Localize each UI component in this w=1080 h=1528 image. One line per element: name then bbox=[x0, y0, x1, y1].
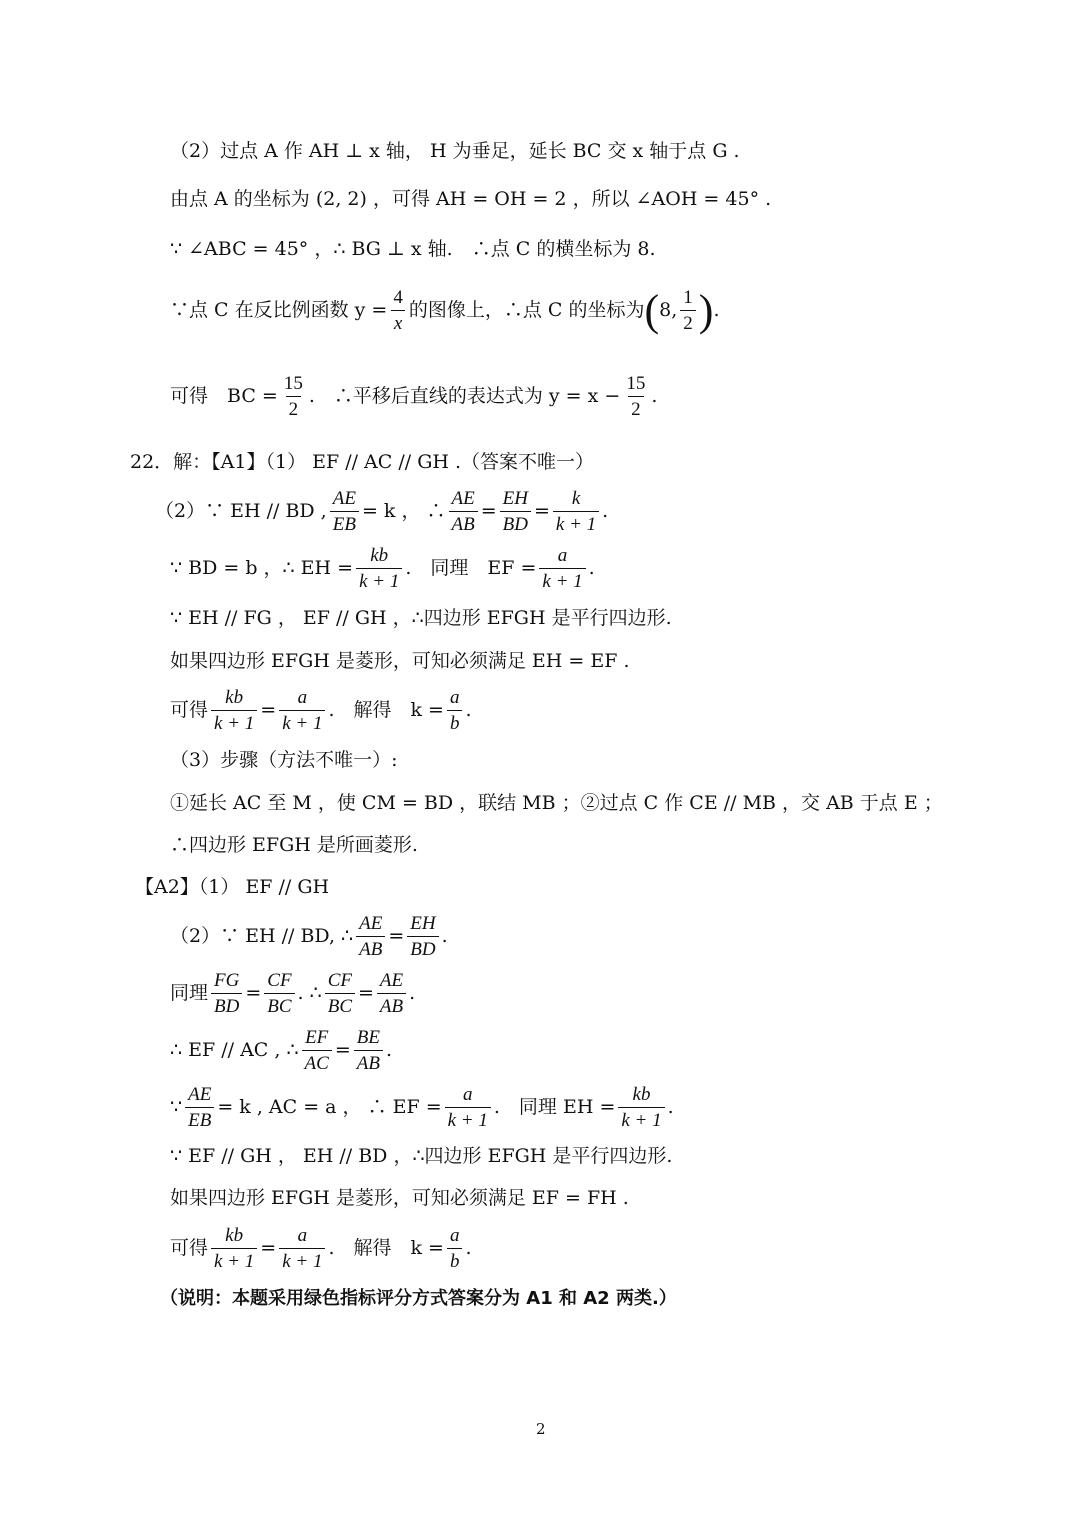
a2-part2-line7 bbox=[170, 1226, 472, 1271]
numerator: FG bbox=[214, 970, 240, 991]
text: . ∴平移后直线的表达式为 y = x − bbox=[308, 385, 621, 407]
numerator: a bbox=[449, 687, 460, 708]
denominator: k + 1 bbox=[211, 710, 257, 733]
period: . bbox=[465, 699, 472, 721]
fraction-15-over-2 bbox=[623, 374, 648, 419]
text: （3）步骤（方法不唯一）: bbox=[170, 749, 398, 771]
text: （2）∵ EH // BD, ∴ bbox=[170, 925, 354, 947]
numerator: a bbox=[449, 1225, 460, 1246]
denominator: BC bbox=[325, 993, 355, 1016]
numerator: AE bbox=[188, 1084, 212, 1105]
a1-part2-line1 bbox=[155, 489, 608, 534]
text: 22．解：【A1】（1） EF // AC // GH .（答案不唯一） bbox=[130, 451, 595, 473]
numerator: kb bbox=[225, 1225, 244, 1246]
p21-line-2 bbox=[170, 190, 771, 209]
fraction-be-ab bbox=[354, 1028, 383, 1073]
p21-line-5 bbox=[170, 374, 657, 419]
numerator: AE bbox=[379, 970, 404, 991]
a1-part2-line2 bbox=[170, 546, 595, 591]
denominator: 2 bbox=[628, 396, 644, 419]
text: 2 bbox=[536, 1420, 546, 1438]
numerator: kb bbox=[370, 545, 389, 566]
text: 【A2】（1） EF // GH bbox=[135, 876, 330, 898]
numerator: kb bbox=[632, 1084, 651, 1105]
equals: = bbox=[245, 982, 262, 1004]
a2-part2-line5 bbox=[170, 1147, 672, 1166]
numerator: AE bbox=[359, 913, 383, 934]
a1-part3-conclusion bbox=[170, 836, 418, 855]
left-paren: ( bbox=[644, 285, 660, 335]
text: . ∴ bbox=[297, 982, 322, 1004]
text: 可得 bbox=[170, 1237, 209, 1259]
fraction-ae-ab bbox=[377, 971, 406, 1016]
denominator: k + 1 bbox=[211, 1248, 257, 1271]
text: 可得 bbox=[170, 699, 209, 721]
text: ∴ EF // AC , ∴ bbox=[170, 1039, 299, 1061]
a1-part2-line5 bbox=[170, 688, 472, 733]
numerator: 15 bbox=[626, 373, 646, 394]
fraction-fg-bd bbox=[211, 971, 242, 1016]
denominator: k + 1 bbox=[618, 1107, 664, 1130]
text: （说明：本题采用绿色指标评分方式答案分为 A1 和 A2 两类.） bbox=[160, 1288, 677, 1309]
numerator: a bbox=[297, 1225, 308, 1246]
fraction-kb-k1 bbox=[211, 1226, 257, 1271]
fraction-a-b bbox=[447, 688, 463, 733]
equals: = bbox=[480, 500, 497, 522]
equals: = bbox=[533, 500, 550, 522]
denominator: k + 1 bbox=[279, 1248, 325, 1271]
fraction-a-k1 bbox=[279, 1226, 325, 1271]
numerator: a bbox=[557, 545, 568, 566]
numerator: a bbox=[297, 687, 308, 708]
fraction-ae-ab bbox=[356, 914, 385, 959]
p21-line-4 bbox=[170, 285, 720, 335]
denominator: AB bbox=[354, 1050, 383, 1073]
numerator: AE bbox=[451, 488, 475, 509]
text: ∵ EF // GH ， EH // BD ，∴四边形 EFGH 是平行四边形. bbox=[170, 1145, 673, 1167]
right-paren: ) bbox=[698, 285, 714, 335]
numerator: 15 bbox=[283, 373, 303, 394]
denominator: BD bbox=[211, 993, 242, 1016]
fraction-kb-k1 bbox=[211, 688, 257, 733]
denominator: 2 bbox=[286, 396, 302, 419]
fraction-kb-k1 bbox=[618, 1085, 664, 1130]
numerator: EH bbox=[410, 913, 436, 934]
text: . 同理 EH = bbox=[493, 1096, 616, 1118]
denominator: EB bbox=[330, 511, 359, 534]
period: . bbox=[602, 500, 609, 522]
numerator: 4 bbox=[393, 287, 403, 308]
fraction-ef-ac bbox=[302, 1028, 332, 1073]
fraction-ae-eb bbox=[330, 489, 359, 534]
denominator: k + 1 bbox=[553, 511, 599, 534]
denominator: k + 1 bbox=[539, 568, 585, 591]
text: . 同理 EF = bbox=[405, 557, 537, 579]
denominator: 2 bbox=[680, 310, 696, 333]
text: . bbox=[651, 385, 658, 407]
text: ①延长 AC 至 M ，使 CM = BD ，联结 MB ；②过点 C 作 CE // MB ，交 AB 于点 E ； bbox=[170, 792, 943, 814]
period: . bbox=[409, 982, 416, 1004]
denominator: BD bbox=[500, 511, 531, 534]
denominator: EB bbox=[185, 1107, 214, 1130]
a1-part3-step bbox=[170, 794, 943, 813]
a1-part3-title bbox=[170, 751, 398, 770]
denominator: BD bbox=[407, 936, 438, 959]
equals: = bbox=[260, 1237, 277, 1259]
a2-title bbox=[135, 878, 329, 897]
text: ∵ ∠ABC = 45° ，∴ BG ⊥ x 轴. ∴点 C 的横坐标为 8. bbox=[170, 238, 656, 260]
denominator: AC bbox=[302, 1050, 332, 1073]
equals: = bbox=[334, 1039, 351, 1061]
a2-part2-line2 bbox=[170, 971, 415, 1016]
page-number bbox=[536, 1422, 546, 1437]
text: 由点 A 的坐标为 (2, 2) ，可得 AH = OH = 2 ，所以 ∠AOH = 45° . bbox=[170, 188, 772, 210]
text: 同理 bbox=[170, 982, 209, 1004]
text: ∵ EH // FG ， EF // GH ，∴四边形 EFGH 是平行四边形. bbox=[170, 607, 672, 629]
period: . bbox=[465, 1237, 472, 1259]
numerator: EH bbox=[502, 488, 528, 509]
numerator: kb bbox=[225, 687, 244, 708]
fraction-eh-bd bbox=[500, 489, 531, 534]
denominator: k + 1 bbox=[356, 568, 402, 591]
denominator: b bbox=[447, 1248, 463, 1271]
a2-part2-line6 bbox=[170, 1189, 629, 1208]
p21-line-3 bbox=[170, 240, 655, 259]
denominator: x bbox=[391, 310, 405, 333]
text: 如果四边形 EFGH 是菱形，可知必须满足 EH = EF . bbox=[170, 650, 630, 672]
a2-part2-line4 bbox=[170, 1085, 674, 1130]
denominator: b bbox=[447, 710, 463, 733]
fraction-1-over-2 bbox=[680, 288, 696, 333]
denominator: AB bbox=[356, 936, 385, 959]
equals: = bbox=[388, 925, 405, 947]
equals: = bbox=[358, 982, 374, 1004]
p22-title bbox=[130, 453, 594, 472]
a1-part2-line3 bbox=[170, 609, 672, 628]
numerator: EF bbox=[305, 1027, 329, 1048]
numerator: a bbox=[463, 1084, 473, 1105]
text: 8, bbox=[659, 299, 678, 321]
a2-part2-line3 bbox=[170, 1028, 392, 1073]
text: . 解得 k = bbox=[328, 1237, 444, 1259]
denominator: AB bbox=[449, 511, 478, 534]
fraction-a-b bbox=[447, 1226, 463, 1271]
fraction-k-k1 bbox=[553, 489, 599, 534]
denominator: k + 1 bbox=[445, 1107, 491, 1130]
text: ∵ bbox=[170, 1096, 183, 1118]
a1-part2-line4 bbox=[170, 652, 630, 671]
fraction-ae-eb bbox=[185, 1085, 214, 1130]
period: . bbox=[385, 1039, 392, 1061]
text: （2）过点 A 作 AH ⊥ x 轴， H 为垂足，延长 BC 交 x 轴于点 G . bbox=[170, 140, 740, 162]
text: ∵点 C 在反比例函数 y = bbox=[170, 299, 388, 321]
p21-line-1 bbox=[170, 142, 740, 161]
fraction-kb-k1 bbox=[356, 546, 402, 591]
fraction-15-over-2 bbox=[281, 374, 306, 419]
fraction-eh-bd bbox=[407, 914, 438, 959]
text: ∴四边形 EFGH 是所画菱形. bbox=[170, 834, 418, 856]
fraction-a-k1 bbox=[539, 546, 585, 591]
fraction-4-over-x bbox=[390, 288, 406, 333]
text: 的图像上，∴点 C 的坐标为 bbox=[408, 299, 645, 321]
fraction-a-k1 bbox=[445, 1085, 491, 1130]
text: . 解得 k = bbox=[328, 699, 444, 721]
numerator: 1 bbox=[683, 287, 693, 308]
numerator: CF bbox=[327, 970, 352, 991]
numerator: BE bbox=[356, 1027, 380, 1048]
text: （2）∵ EH // BD , bbox=[155, 500, 327, 522]
period: . bbox=[441, 925, 448, 947]
a2-part2-line1 bbox=[170, 914, 448, 959]
fraction-cf-bc bbox=[325, 971, 355, 1016]
text: . bbox=[713, 299, 720, 321]
numerator: AE bbox=[332, 488, 356, 509]
text: 可得 BC = bbox=[170, 385, 278, 407]
text: ∵ BD = b ，∴ EH = bbox=[170, 557, 354, 579]
text: = k , AC = a ， ∴ EF = bbox=[217, 1096, 442, 1118]
denominator: BC bbox=[264, 993, 294, 1016]
denominator: AB bbox=[377, 993, 406, 1016]
period: . bbox=[588, 557, 595, 579]
numerator: CF bbox=[267, 970, 292, 991]
denominator: k + 1 bbox=[279, 710, 325, 733]
numerator: k bbox=[571, 488, 581, 509]
text: 如果四边形 EFGH 是菱形，可知必须满足 EF = FH . bbox=[170, 1187, 629, 1209]
text: = k ， ∴ bbox=[361, 500, 446, 522]
note bbox=[160, 1290, 677, 1308]
fraction-a-k1 bbox=[279, 688, 325, 733]
fraction-ae-ab bbox=[449, 489, 478, 534]
period: . bbox=[667, 1096, 674, 1118]
fraction-cf-bc bbox=[264, 971, 294, 1016]
equals: = bbox=[260, 699, 277, 721]
